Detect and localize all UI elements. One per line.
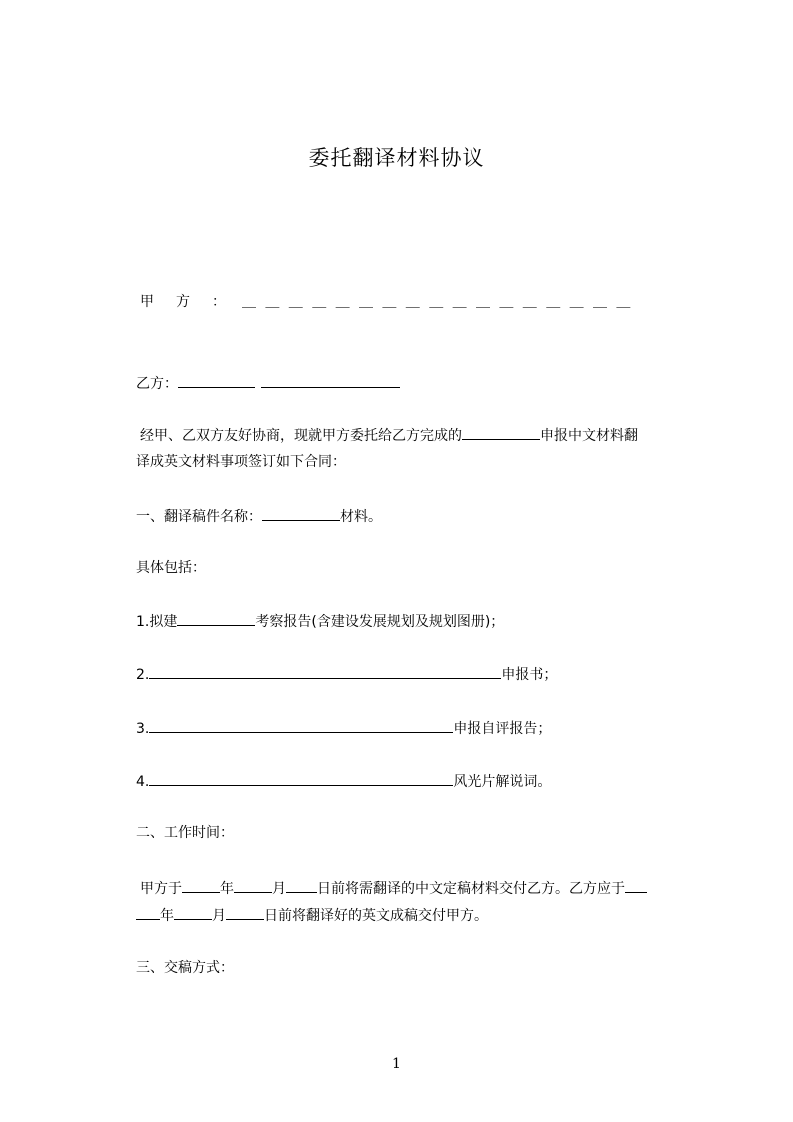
time-month-2: 月 (212, 908, 226, 924)
item-1-suffix: 考察报告(含建设发展规划及规划图册)； (255, 614, 505, 630)
item-2-prefix: 2. (136, 667, 150, 683)
party-b-line (136, 373, 400, 393)
section-2-heading: 二、工作时间： (136, 825, 234, 841)
intro-line-2: 译成英文材料事项签订如下合同： (136, 454, 346, 470)
time-year-1: 年 (220, 881, 234, 897)
month-blank-2 (174, 905, 212, 920)
intro-blank (462, 425, 540, 440)
time-text-a: 甲方于 (140, 881, 182, 897)
section-1-heading (136, 506, 382, 526)
month-blank-1 (234, 878, 272, 893)
party-a-colon: ： (212, 294, 226, 310)
intro-text-2: 申报中文材料翻 (540, 428, 638, 444)
item-3-suffix: 申报自评报告； (453, 721, 552, 737)
item-2 (136, 664, 557, 684)
item-4-prefix: 4. (136, 774, 150, 790)
section-1-label: 一、翻译稿件名称： (136, 509, 262, 525)
time-text-2c: 日前将翻译好的英文成稿交付甲方。 (264, 908, 488, 924)
includes-label: 具体包括： (136, 560, 206, 576)
item-1-blank (177, 611, 255, 626)
intro-text-1: 经甲、乙双方友好协商，现就甲方委托给乙方完成的 (140, 428, 462, 444)
item-4-suffix: 风光片解说词。 (453, 774, 552, 790)
section-1-suffix: 材料。 (340, 509, 382, 525)
year-blank-2a (625, 878, 647, 893)
section-3-heading: 三、交稿方式： (136, 960, 234, 976)
time-line-1 (140, 878, 647, 898)
item-1-prefix: 1.拟建 (136, 614, 178, 630)
item-3-blank (149, 718, 453, 733)
day-blank-1 (286, 878, 317, 893)
party-a-blank: ＿＿＿＿＿＿＿＿＿＿＿＿＿＿＿＿＿ (242, 294, 640, 310)
item-3 (136, 718, 551, 738)
item-4 (136, 771, 551, 791)
party-a-jia: 甲 (140, 294, 154, 310)
intro-line-1 (140, 425, 638, 445)
year-blank-1 (182, 878, 220, 893)
year-blank-2b (136, 905, 160, 920)
item-1 (136, 611, 504, 631)
party-a-fang: 方 (176, 294, 190, 310)
party-b-blank-1 (178, 373, 255, 388)
party-a-line (140, 293, 640, 311)
time-year-2: 年 (160, 908, 174, 924)
item-3-prefix: 3. (136, 721, 150, 737)
item-2-blank (149, 664, 501, 679)
time-month-1: 月 (272, 881, 286, 897)
time-text-d: 日前将需翻译的中文定稿材料交付乙方。乙方应于 (317, 881, 625, 897)
party-b-blank-2 (261, 373, 400, 388)
page-number: 1 (392, 1056, 401, 1072)
document-title: 委托翻译材料协议 (308, 146, 485, 170)
item-4-blank (149, 771, 453, 786)
item-2-suffix: 申报书； (501, 667, 558, 683)
party-b-label: 乙方： (136, 376, 178, 392)
time-line-2 (136, 905, 488, 925)
day-blank-2 (226, 905, 264, 920)
section-1-blank (262, 506, 340, 521)
